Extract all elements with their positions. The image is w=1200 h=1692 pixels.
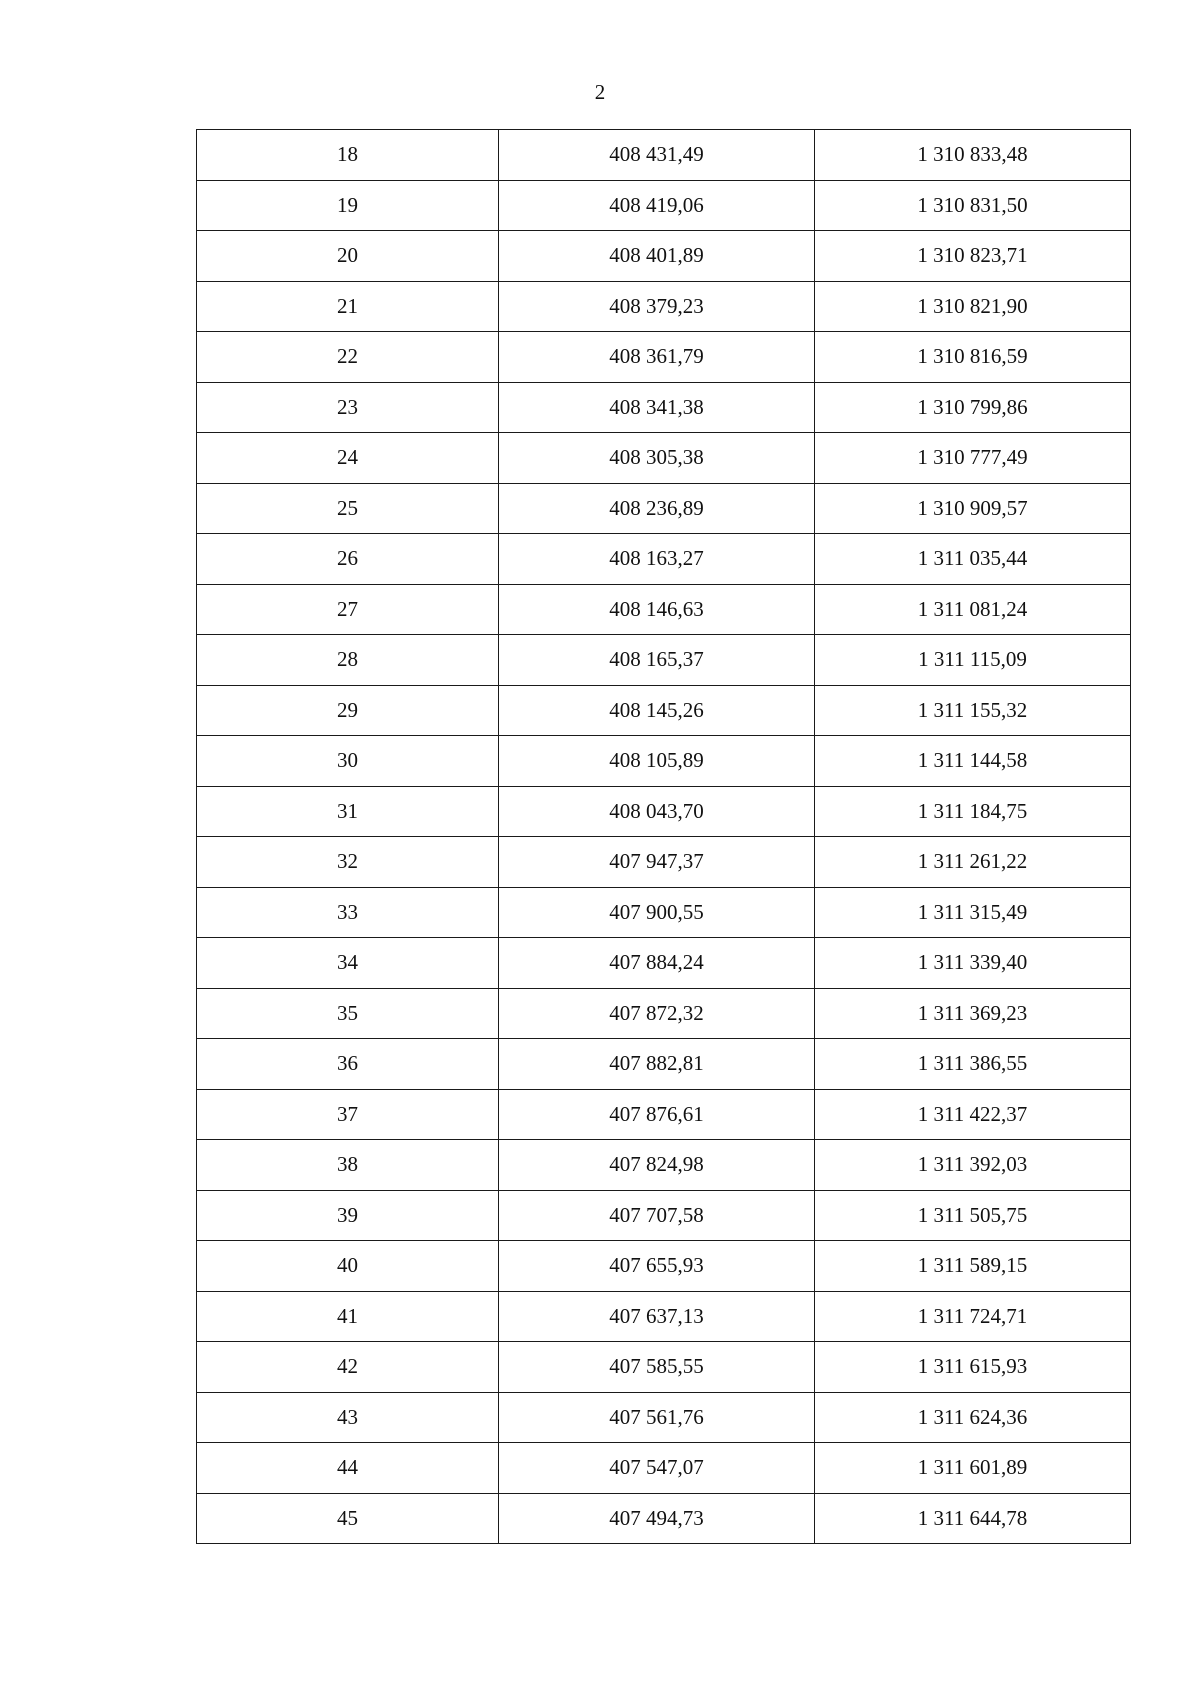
point-number-cell: 45 <box>197 1493 499 1544</box>
table-row <box>197 1140 1131 1191</box>
y-coordinate-cell: 1 310 833,48 <box>815 130 1131 181</box>
point-number-cell: 21 <box>197 281 499 332</box>
y-coordinate-cell: 1 311 369,23 <box>815 988 1131 1039</box>
x-coordinate-cell: 407 547,07 <box>499 1443 815 1494</box>
table-row <box>197 988 1131 1039</box>
y-coordinate-cell: 1 311 081,24 <box>815 584 1131 635</box>
y-coordinate-cell: 1 311 644,78 <box>815 1493 1131 1544</box>
table-row <box>197 1291 1131 1342</box>
x-coordinate-cell: 408 145,26 <box>499 685 815 736</box>
y-coordinate-cell: 1 311 144,58 <box>815 736 1131 787</box>
point-number-cell: 42 <box>197 1342 499 1393</box>
point-number-cell: 23 <box>197 382 499 433</box>
point-number-cell: 36 <box>197 1039 499 1090</box>
point-number-cell: 35 <box>197 988 499 1039</box>
point-number-cell: 37 <box>197 1089 499 1140</box>
table-row <box>197 281 1131 332</box>
point-number-cell: 27 <box>197 584 499 635</box>
point-number-cell: 22 <box>197 332 499 383</box>
x-coordinate-cell: 408 305,38 <box>499 433 815 484</box>
y-coordinate-cell: 1 311 386,55 <box>815 1039 1131 1090</box>
x-coordinate-cell: 407 561,76 <box>499 1392 815 1443</box>
y-coordinate-cell: 1 311 339,40 <box>815 938 1131 989</box>
table-row <box>197 635 1131 686</box>
y-coordinate-cell: 1 311 422,37 <box>815 1089 1131 1140</box>
y-coordinate-cell: 1 311 155,32 <box>815 685 1131 736</box>
x-coordinate-cell: 407 882,81 <box>499 1039 815 1090</box>
point-number-cell: 24 <box>197 433 499 484</box>
point-number-cell: 20 <box>197 231 499 282</box>
y-coordinate-cell: 1 311 615,93 <box>815 1342 1131 1393</box>
point-number-cell: 29 <box>197 685 499 736</box>
point-number-cell: 25 <box>197 483 499 534</box>
table-row <box>197 1039 1131 1090</box>
y-coordinate-cell: 1 311 589,15 <box>815 1241 1131 1292</box>
x-coordinate-cell: 408 043,70 <box>499 786 815 837</box>
x-coordinate-cell: 408 236,89 <box>499 483 815 534</box>
y-coordinate-cell: 1 311 624,36 <box>815 1392 1131 1443</box>
point-number-cell: 33 <box>197 887 499 938</box>
table-row <box>197 837 1131 888</box>
y-coordinate-cell: 1 311 261,22 <box>815 837 1131 888</box>
x-coordinate-cell: 407 637,13 <box>499 1291 815 1342</box>
point-number-cell: 34 <box>197 938 499 989</box>
y-coordinate-cell: 1 311 035,44 <box>815 534 1131 585</box>
x-coordinate-cell: 407 900,55 <box>499 887 815 938</box>
table-row <box>197 736 1131 787</box>
page-number: 2 <box>594 80 606 104</box>
coordinates-table <box>196 129 1131 1544</box>
point-number-cell: 19 <box>197 180 499 231</box>
x-coordinate-cell: 407 707,58 <box>499 1190 815 1241</box>
table-row <box>197 382 1131 433</box>
y-coordinate-cell: 1 311 724,71 <box>815 1291 1131 1342</box>
table-row <box>197 1493 1131 1544</box>
y-coordinate-cell: 1 311 184,75 <box>815 786 1131 837</box>
x-coordinate-cell: 408 105,89 <box>499 736 815 787</box>
point-number-cell: 44 <box>197 1443 499 1494</box>
x-coordinate-cell: 408 431,49 <box>499 130 815 181</box>
x-coordinate-cell: 407 494,73 <box>499 1493 815 1544</box>
x-coordinate-cell: 407 585,55 <box>499 1342 815 1393</box>
y-coordinate-cell: 1 311 505,75 <box>815 1190 1131 1241</box>
point-number-cell: 28 <box>197 635 499 686</box>
table-row <box>197 483 1131 534</box>
table-row <box>197 584 1131 635</box>
table-row <box>197 534 1131 585</box>
coordinates-table-body <box>197 130 1131 1544</box>
x-coordinate-cell: 407 655,93 <box>499 1241 815 1292</box>
point-number-cell: 26 <box>197 534 499 585</box>
y-coordinate-cell: 1 311 115,09 <box>815 635 1131 686</box>
x-coordinate-cell: 407 824,98 <box>499 1140 815 1191</box>
table-row <box>197 685 1131 736</box>
x-coordinate-cell: 408 361,79 <box>499 332 815 383</box>
table-row <box>197 1342 1131 1393</box>
y-coordinate-cell: 1 310 831,50 <box>815 180 1131 231</box>
point-number-cell: 30 <box>197 736 499 787</box>
y-coordinate-cell: 1 310 777,49 <box>815 433 1131 484</box>
x-coordinate-cell: 408 341,38 <box>499 382 815 433</box>
table-row <box>197 1190 1131 1241</box>
table-row <box>197 332 1131 383</box>
x-coordinate-cell: 408 401,89 <box>499 231 815 282</box>
point-number-cell: 32 <box>197 837 499 888</box>
x-coordinate-cell: 408 146,63 <box>499 584 815 635</box>
y-coordinate-cell: 1 311 392,03 <box>815 1140 1131 1191</box>
table-row <box>197 938 1131 989</box>
table-row <box>197 786 1131 837</box>
table-row <box>197 1241 1131 1292</box>
table-row <box>197 231 1131 282</box>
y-coordinate-cell: 1 311 601,89 <box>815 1443 1131 1494</box>
table-row <box>197 180 1131 231</box>
table-row <box>197 1443 1131 1494</box>
y-coordinate-cell: 1 310 821,90 <box>815 281 1131 332</box>
point-number-cell: 43 <box>197 1392 499 1443</box>
table-row <box>197 130 1131 181</box>
point-number-cell: 40 <box>197 1241 499 1292</box>
y-coordinate-cell: 1 310 823,71 <box>815 231 1131 282</box>
x-coordinate-cell: 408 163,27 <box>499 534 815 585</box>
point-number-cell: 38 <box>197 1140 499 1191</box>
point-number-cell: 39 <box>197 1190 499 1241</box>
x-coordinate-cell: 407 947,37 <box>499 837 815 888</box>
x-coordinate-cell: 408 419,06 <box>499 180 815 231</box>
point-number-cell: 31 <box>197 786 499 837</box>
y-coordinate-cell: 1 310 799,86 <box>815 382 1131 433</box>
table-row <box>197 887 1131 938</box>
x-coordinate-cell: 407 876,61 <box>499 1089 815 1140</box>
table-row <box>197 1089 1131 1140</box>
y-coordinate-cell: 1 310 909,57 <box>815 483 1131 534</box>
x-coordinate-cell: 407 872,32 <box>499 988 815 1039</box>
y-coordinate-cell: 1 310 816,59 <box>815 332 1131 383</box>
point-number-cell: 18 <box>197 130 499 181</box>
y-coordinate-cell: 1 311 315,49 <box>815 887 1131 938</box>
point-number-cell: 41 <box>197 1291 499 1342</box>
table-row <box>197 433 1131 484</box>
x-coordinate-cell: 408 379,23 <box>499 281 815 332</box>
x-coordinate-cell: 407 884,24 <box>499 938 815 989</box>
table-row <box>197 1392 1131 1443</box>
x-coordinate-cell: 408 165,37 <box>499 635 815 686</box>
